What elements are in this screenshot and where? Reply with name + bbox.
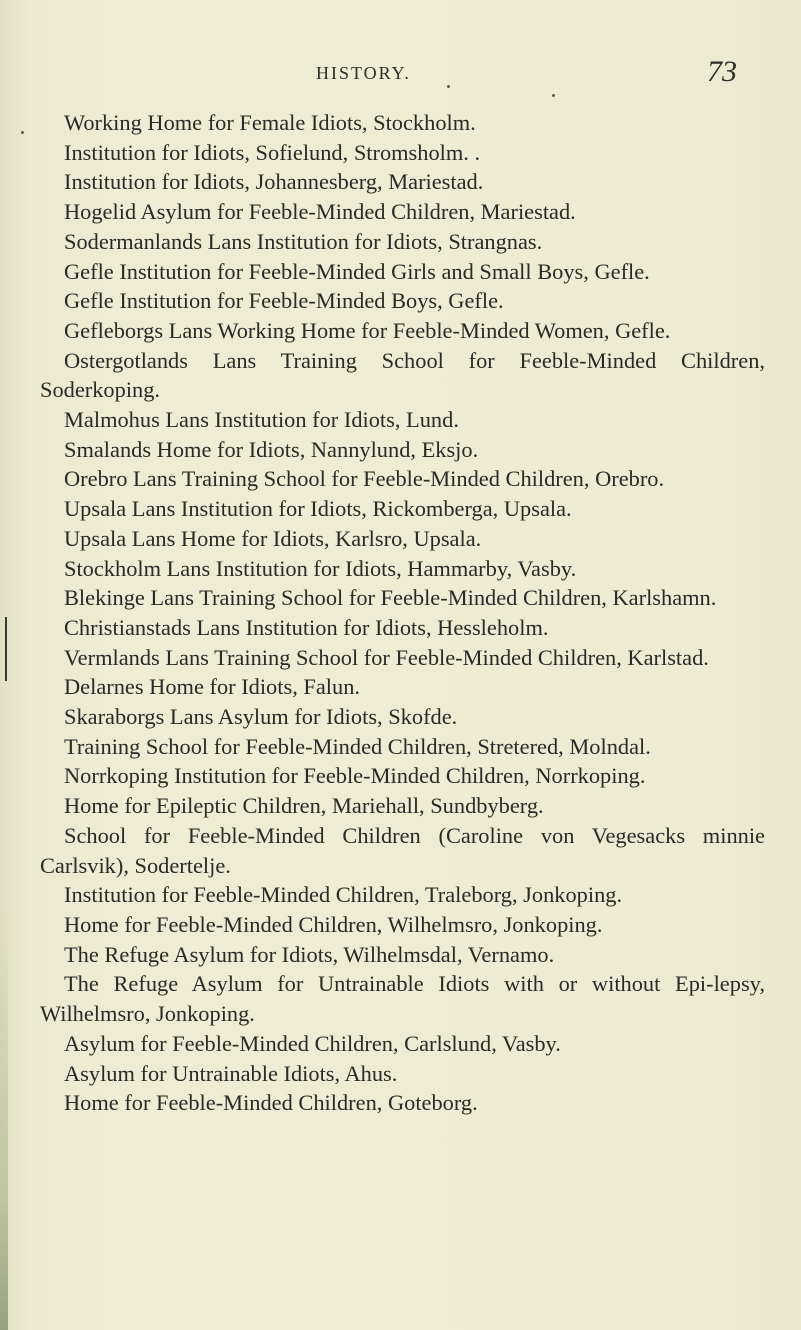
list-item: Gefleborgs Lans Working Home for Feeble-Minded Women, Gefle. xyxy=(64,317,671,343)
page-edge-shadow xyxy=(0,900,8,1330)
list-item: Ostergotlands Lans Training School for Feeble-Minded Children, Soderkoping. xyxy=(40,347,765,403)
list-item: Skaraborgs Lans Asylum for Idiots, Skofde. xyxy=(64,704,458,730)
list-item: Orebro Lans Training School for Feeble-Minded Children, Orebro. xyxy=(64,466,665,492)
list-item: Hogelid Asylum for Feeble-Minded Children, Mariestad. xyxy=(64,199,576,225)
list-item: Malmohus Lans Institution for Idiots, Lund. xyxy=(64,407,459,433)
list-item: Upsala Lans Home for Idiots, Karlsro, Upsala. xyxy=(64,525,482,551)
list-item: Institution for Idiots, Johannesberg, Mariestad. xyxy=(64,169,484,195)
list-item: Training School for Feeble-Minded Children, Stretered, Molndal. xyxy=(64,733,651,759)
list-item: Home for Feeble-Minded Children, Wilhelmsro, Jonkoping. xyxy=(64,911,603,937)
list-item: Institution for Feeble-Minded Children, Traleborg, Jonkoping. xyxy=(64,882,623,908)
list-item: Asylum for Feeble-Minded Children, Carlslund, Vasby. xyxy=(64,1030,561,1056)
list-item: Home for Epileptic Children, Mariehall, Sundbyberg. xyxy=(64,793,544,819)
list-item: Christianstads Lans Institution for Idiots, Hessleholm. xyxy=(64,614,549,640)
institution-list xyxy=(40,108,765,1118)
list-item: Working Home for Female Idiots, Stockholm. xyxy=(64,110,476,135)
list-item: Blekinge Lans Training School for Feeble-Minded Children, Karlshamn. xyxy=(64,585,717,611)
page-number: 73 xyxy=(707,55,737,88)
list-item: Stockholm Lans Institution for Idiots, Hammarby, Vasby. xyxy=(64,555,577,581)
margin-mark xyxy=(5,617,7,681)
running-head: HISTORY. xyxy=(316,63,411,83)
list-item: The Refuge Asylum for Idiots, Wilhelmsdal, Vernamo. xyxy=(64,941,555,967)
list-item: Vermlands Lans Training School for Feeble-Minded Children, Karlstad. xyxy=(64,644,709,670)
list-item: Gefle Institution for Feeble-Minded Girls and Small Boys, Gefle. xyxy=(64,258,650,284)
list-item: Sodermanlands Lans Institution for Idiots, Strangnas. xyxy=(64,228,543,254)
list-item: School for Feeble-Minded Children (Caroline von Vegesacks minnie Carlsvik), Sodertelje. xyxy=(40,822,765,878)
list-item: Asylum for Untrainable Idiots, Ahus. xyxy=(64,1060,398,1086)
list-item: Norrkoping Institution for Feeble-Minded Children, Norrkoping. xyxy=(64,763,646,789)
list-item: Home for Feeble-Minded Children, Goteborg. xyxy=(64,1090,478,1116)
list-item: The Refuge Asylum for Untrainable Idiots with or without Epi-lepsy, Wilhelmsro, Jonkoping. xyxy=(40,971,765,1027)
page-header xyxy=(0,55,801,95)
margin-dot xyxy=(21,131,24,134)
list-item: Institution for Idiots, Sofielund, Stromsholm. . xyxy=(64,139,481,165)
list-item: Delarnes Home for Idiots, Falun. xyxy=(64,674,360,700)
list-item: Gefle Institution for Feeble-Minded Boys, Gefle. xyxy=(64,288,504,314)
list-item: Upsala Lans Institution for Idiots, Rickomberga, Upsala. xyxy=(64,496,572,522)
list-item: Smalands Home for Idiots, Nannylund, Eksjo. xyxy=(64,436,479,462)
